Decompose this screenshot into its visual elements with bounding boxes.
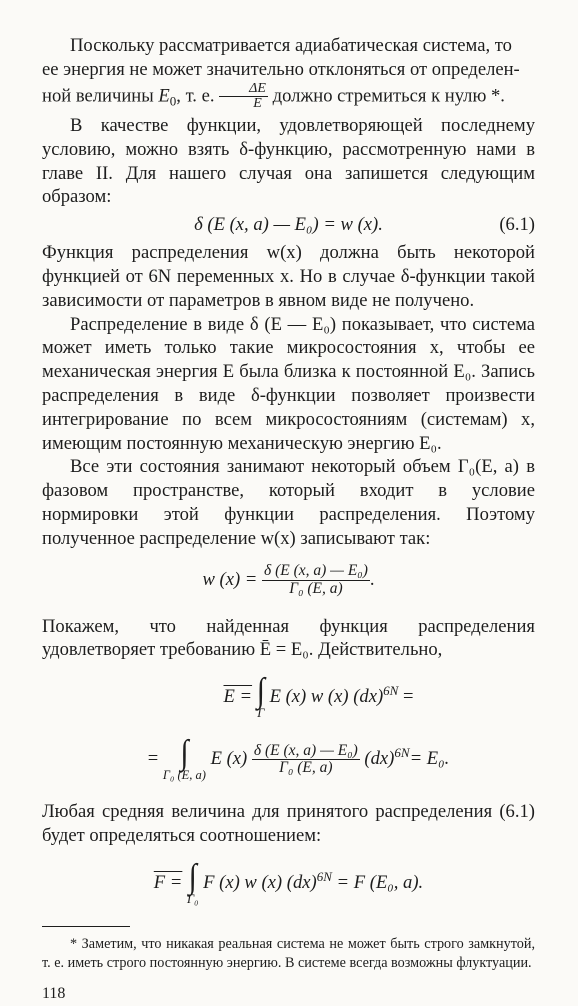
- equation-mean-f: [42, 854, 535, 912]
- differential: (dx): [364, 748, 395, 770]
- text-line: , т. е.: [176, 85, 215, 107]
- fraction-numerator: ΔE: [219, 82, 268, 98]
- exponent: 6N: [394, 744, 410, 760]
- fraction-denominator: Γ₀ (E, a): [289, 579, 343, 597]
- equation-lhs: E =: [223, 686, 253, 708]
- integral-sign: ∫ Γ₀: [187, 857, 199, 906]
- paragraph-show-requirement: Покажем, что найденная функция распределения удовлетворяет требованию Ē = E₀. Действительно,: [42, 615, 535, 661]
- equation-tail: .: [369, 568, 375, 590]
- paragraph-mean-value: Любая средняя величина для принятого распределения (6.1) будет определяться соотношением:: [42, 801, 535, 846]
- text-line: ной величины: [42, 85, 154, 107]
- text-line: Поскольку рассматривается адиабатическая система, то: [70, 35, 512, 56]
- page-number: 118: [42, 984, 66, 1002]
- fraction-delta-e-over-e: [219, 82, 268, 112]
- integrand: E (x): [210, 748, 248, 770]
- fraction-denominator: Γ₀ (E, a): [279, 759, 333, 777]
- equation-tail: = F (E₀, a).: [336, 871, 424, 893]
- integral-lower-limit: Γ₀ (E, a): [162, 768, 206, 783]
- integral-sign: ∫ Γ: [256, 671, 265, 721]
- equation-number: (6.1): [499, 214, 535, 236]
- paragraph-phase-volume: Все эти состояния занимают некоторый объем Γ₀(E, a) в фазовом пространстве, который входит в условие нормировки этой функции распределения. Поэтому полученное распределение w(x) записывают так:: [42, 456, 535, 549]
- equation-tail: = E₀.: [409, 748, 450, 770]
- footnote-divider: [42, 926, 130, 927]
- text-line: должно стремиться к нулю *.: [272, 85, 505, 107]
- paragraph-delta-function: В качестве функции, удовлетворяющей последнему условию, можно взять δ-функцию, рассмотренную нами в главе II. Для нашего случая она запишется следующим образом:: [42, 114, 535, 208]
- page: [42, 34, 535, 1006]
- footnote: * Заметим, что никакая реальная система не может быть строго замкнутой, т. е. иметь строго постоянную энергию. В системе всегда возможны флуктуации.: [42, 935, 535, 972]
- equation-6-1: [42, 209, 535, 241]
- equation-tail: =: [398, 686, 414, 708]
- equation-lead: =: [147, 748, 163, 770]
- equation-w-of-x: [42, 555, 535, 605]
- text-line: ее энергия не может значительно отклоняться от определен-: [42, 58, 520, 80]
- integral-lower-limit: Γ₀: [187, 891, 199, 906]
- paragraph-adiabatic: Поскольку рассматривается адиабатическая система, то ее энергия не может значительно отклоняться от определен- ной величины $E_0$, т. е. $\frac{\Delta E}{E}$ должно стремиться к нулю *.: [42, 35, 520, 112]
- integral-sign: ∫ Γ₀ (E, a): [162, 733, 206, 783]
- integral-lower-limit: Γ: [257, 706, 265, 721]
- fraction-numerator: δ (E (x, a) — E₀): [253, 742, 358, 760]
- paragraph-distribution-function: Функция распределения w(x) должна быть некоторой функцией от 6N переменных x. Но в случае δ-функции такой зависимости от параметров в явном виде не получено.: [42, 242, 535, 311]
- equation-mean-energy-line1: [42, 668, 535, 726]
- equation-fraction: [252, 743, 360, 777]
- exponent: 6N: [316, 868, 332, 884]
- equation-body: δ (E (x, a) — E₀) = w (x).: [194, 214, 383, 236]
- integrand: F (x) w (x) (dx): [203, 871, 317, 893]
- fraction-denominator: E: [253, 96, 262, 112]
- paragraph-microstates: Распределение в виде δ (E — E₀) показывает, что система может иметь только такие микросостояния x, чтобы ее механическая энергия E была близка к постоянной E₀. Запись распределения в виде δ-функции позволяет произвести интегрирование по всем микросостояниям (системам) x, имеющим постоянную механическую энергию E₀.: [42, 313, 535, 454]
- fraction-numerator: δ (E (x, a) — E₀): [264, 562, 368, 580]
- equation-mean-energy-line2: [42, 728, 535, 790]
- exponent: 6N: [383, 682, 399, 698]
- equation-lhs: w (x) =: [202, 568, 258, 590]
- integrand: E (x) w (x) (dx): [269, 686, 384, 708]
- equation-lhs: F =: [153, 871, 183, 893]
- equation-fraction: [262, 563, 370, 597]
